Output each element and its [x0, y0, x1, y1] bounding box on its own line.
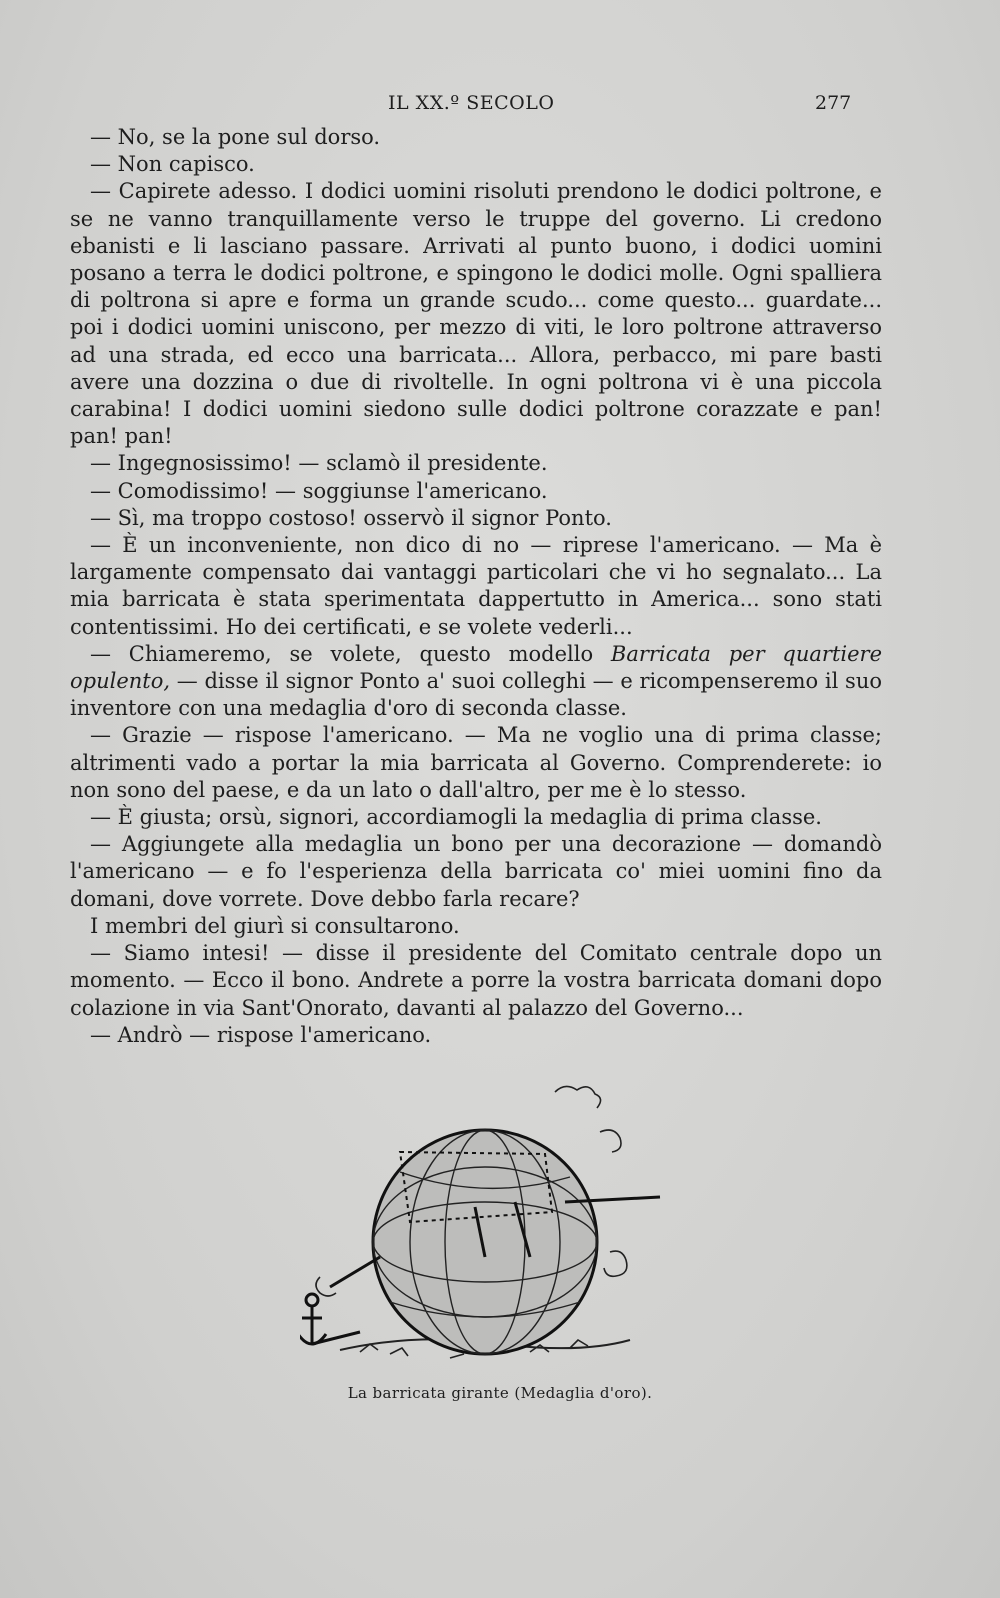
paragraph-8-before: — Chiameremo, se volete, questo modello: [90, 641, 611, 666]
paragraph-8: [70, 641, 882, 723]
anchor-icon: [300, 1294, 360, 1344]
model-name-italic: Barricata per quartiere opulento,: [70, 641, 883, 694]
paragraph-3: — Capirete adesso. I dodici uomini risoluti prendono le dodici poltrone, e se ne vanno tranquillamente verso le truppe del governo. Li credono ebanisti e li lasciano passare. Arrivati al punto buono, i dodici uomini posano a terra le dodici poltrone, e spingono le dodici molle. Ogni spalliera di poltrona si apre e forma un grande scudo... come questo... guardate... poi i dodici uomini uniscono, per mezzo di viti, le loro poltrone attraverso ad una strada, ed ecco una barricata... Allora, perbacco, mi pare basti avere una dozzina o due di rivoltelle. In ogni poltrona vi è una piccola carabina! I dodici uomini siedono sulle dodici poltrone corazzate e pan! pan! pan!: [70, 179, 882, 449]
paragraph-1: — No, se la pone sul dorso.: [90, 125, 381, 149]
body-text: [70, 124, 882, 1049]
running-title: IL XX.º SECOLO: [388, 92, 555, 114]
paragraph-7: — È un inconveniente, non dico di no — riprese l'americano. — Ma è largamente compensato dai vantaggi particolari che vi ho segnalato... La mia barricata è stata sperimentata dappertutto in America... sono stati contentissimi. Ho dei certificati, e se volete vederli...: [70, 533, 882, 639]
paragraph-6: — Sì, ma troppo costoso! osservò il signor Ponto.: [90, 505, 612, 530]
paragraph-4: — Ingegnosissimo! — sclamò il presidente.: [90, 451, 548, 476]
paragraph-5: — Comodissimo! — soggiunse l'americano.: [90, 478, 548, 503]
paragraph-11: — Aggiungete alla medaglia un bono per una decorazione — domandò l'americano — e fo l'esperienza della barricata co' miei uomini fino da domani, dove vorrete. Dove debbo farla recare?: [70, 832, 882, 911]
figure-caption: La barricata girante (Medaglia d'oro).: [347, 1384, 653, 1402]
paragraph-14: — Andrò — rispose l'americano.: [90, 1022, 432, 1047]
page-number: 277: [815, 92, 852, 114]
paragraph-2: — Non capisco.: [90, 152, 255, 177]
rolling-barricade-drawing: [300, 1082, 700, 1382]
running-head: [0, 88, 1000, 118]
paragraph-9: — Grazie — rispose l'americano. — Ma ne voglio una di prima classe; altrimenti vado a portar la mia barricata al Governo. Comprenderete: io non sono del paese, e da un lato o dall'altro, per me è lo stesso.: [70, 723, 882, 802]
paragraph-12: I membri del giurì si consultarono.: [90, 913, 460, 938]
paragraph-8-after: — disse il signor Ponto a' suoi colleghi — e ricompenseremo il suo inventore con una medaglia d'oro di seconda classe.: [70, 669, 882, 721]
barricade-illustration: [300, 1082, 700, 1382]
paragraph-10: — È giusta; orsù, signori, accordiamogli la medaglia di prima classe.: [90, 805, 822, 830]
paragraph-13: — Siamo intesi! — disse il presidente del Comitato centrale dopo un momento. — Ecco il bono. Andrete a porre la vostra barricata domani dopo colazione in via Sant'Onorato, davanti al palazzo del Governo...: [70, 941, 882, 1020]
